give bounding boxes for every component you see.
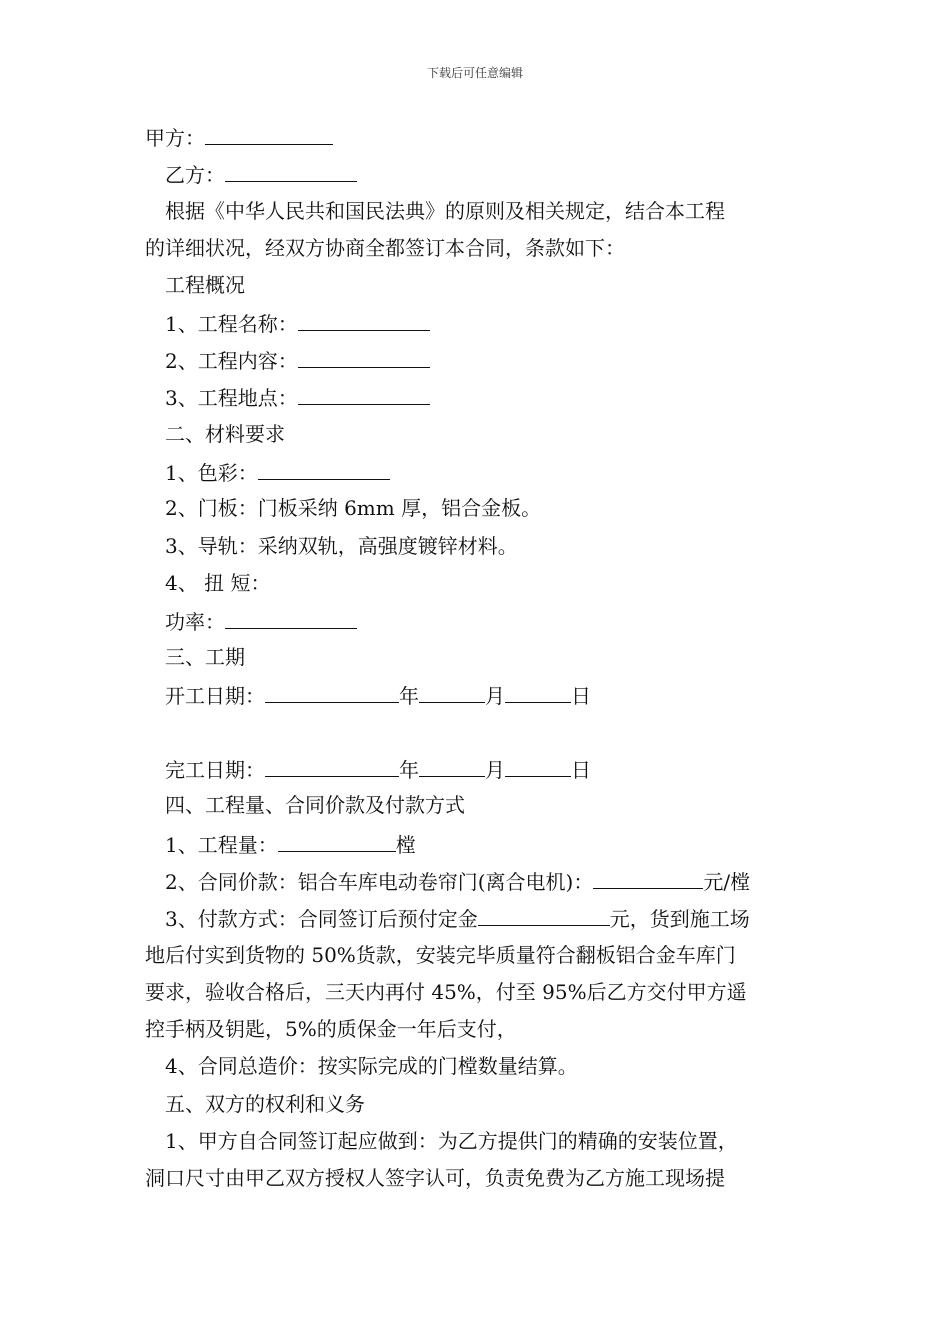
start-date-label: 开工日期： [165,684,265,708]
section-4-title: 四、工程量、合同价款及付款方式 [165,793,465,817]
contract-price-label: 2、合同价款：铝合车库电动卷帘门(离合电机)： [165,870,594,894]
payment-line-3: 要求，验收合格后，三天内再付 45%，付至 95%后乙方交付甲方遥 [145,980,747,1004]
color-blank [258,459,390,480]
quantity-line [165,831,416,857]
end-day-blank [505,756,571,777]
end-date-label: 完工日期： [165,758,265,782]
color-line [165,459,390,485]
power-label: 功率： [165,610,225,634]
section-3-title: 三、工期 [165,645,245,669]
project-location-label: 3、工程地点： [165,386,298,410]
rights-line-2: 洞口尺寸由甲乙双方授权人签字认可，负责免费为乙方施工现场提 [145,1166,725,1190]
page-header-note: 下载后可任意编辑 [426,66,523,80]
party-b-blank [225,161,357,182]
payment-line-4: 控手柄及钥匙，5%的质保金一年后支付， [145,1017,517,1041]
end-month-blank [419,756,485,777]
project-location-blank [298,384,430,405]
project-content-label: 2、工程内容： [165,349,298,373]
payment-line-1 [165,905,750,931]
contract-price-line [165,868,750,894]
end-year-unit: 年 [399,758,419,782]
torque-line: 4、 扭 短： [165,571,271,595]
party-a-label: 甲方： [145,126,205,150]
color-label: 1、色彩： [165,461,258,485]
intro-line-1: 根据《中华人民共和国民法典》的原则及相关规定，结合本工程 [165,199,725,223]
power-line [165,608,357,634]
payment-line-1-tail: 元，货到施工场 [609,907,750,931]
project-location-line [165,384,430,410]
project-content-blank [298,347,430,368]
start-day-unit: 日 [571,684,591,708]
deposit-blank [478,905,610,926]
section-1-title: 工程概况 [165,273,245,297]
project-name-blank [298,310,430,331]
payment-label: 3、付款方式：合同签订后预付定金 [165,907,478,931]
end-year-blank [265,756,399,777]
end-date-line [165,756,591,782]
party-b-label: 乙方： [165,163,225,187]
quantity-unit: 樘 [395,833,416,857]
project-name-line [165,310,430,336]
start-month-unit: 月 [485,684,505,708]
project-name-label: 1、工程名称： [165,312,298,336]
guide-rail-line: 3、导轨：采纳双轨，高强度镀锌材料。 [165,534,518,558]
start-year-unit: 年 [399,684,419,708]
start-year-blank [265,682,399,703]
quantity-blank [278,831,396,852]
section-2-title: 二、材料要求 [165,422,285,446]
party-a-line [145,124,333,150]
start-date-line [165,682,591,708]
power-blank [225,608,357,629]
start-day-blank [505,682,571,703]
intro-line-2: 的详细状况，经双方协商全都签订本合同，条款如下： [145,236,625,260]
section-5-title: 五、双方的权利和义务 [165,1092,365,1116]
total-price-line: 4、合同总造价：按实际完成的门樘数量结算。 [165,1054,578,1078]
contract-price-unit: 元/樘 [703,870,751,894]
rights-line-1: 1、甲方自合同签订起应做到：为乙方提供门的精确的安装位置， [165,1129,738,1153]
start-month-blank [419,682,485,703]
door-panel-line: 2、门板：门板采纳 6mm 厚，铝合金板。 [165,496,542,520]
end-month-unit: 月 [485,758,505,782]
end-day-unit: 日 [571,758,591,782]
payment-line-2: 地后付实到货物的 50%货款，安装完毕质量符合翻板铝合金车库门 [145,943,736,967]
party-a-blank [205,124,333,145]
contract-price-blank [593,868,703,889]
project-content-line [165,347,430,373]
party-b-line [165,161,357,187]
quantity-label: 1、工程量： [165,833,278,857]
